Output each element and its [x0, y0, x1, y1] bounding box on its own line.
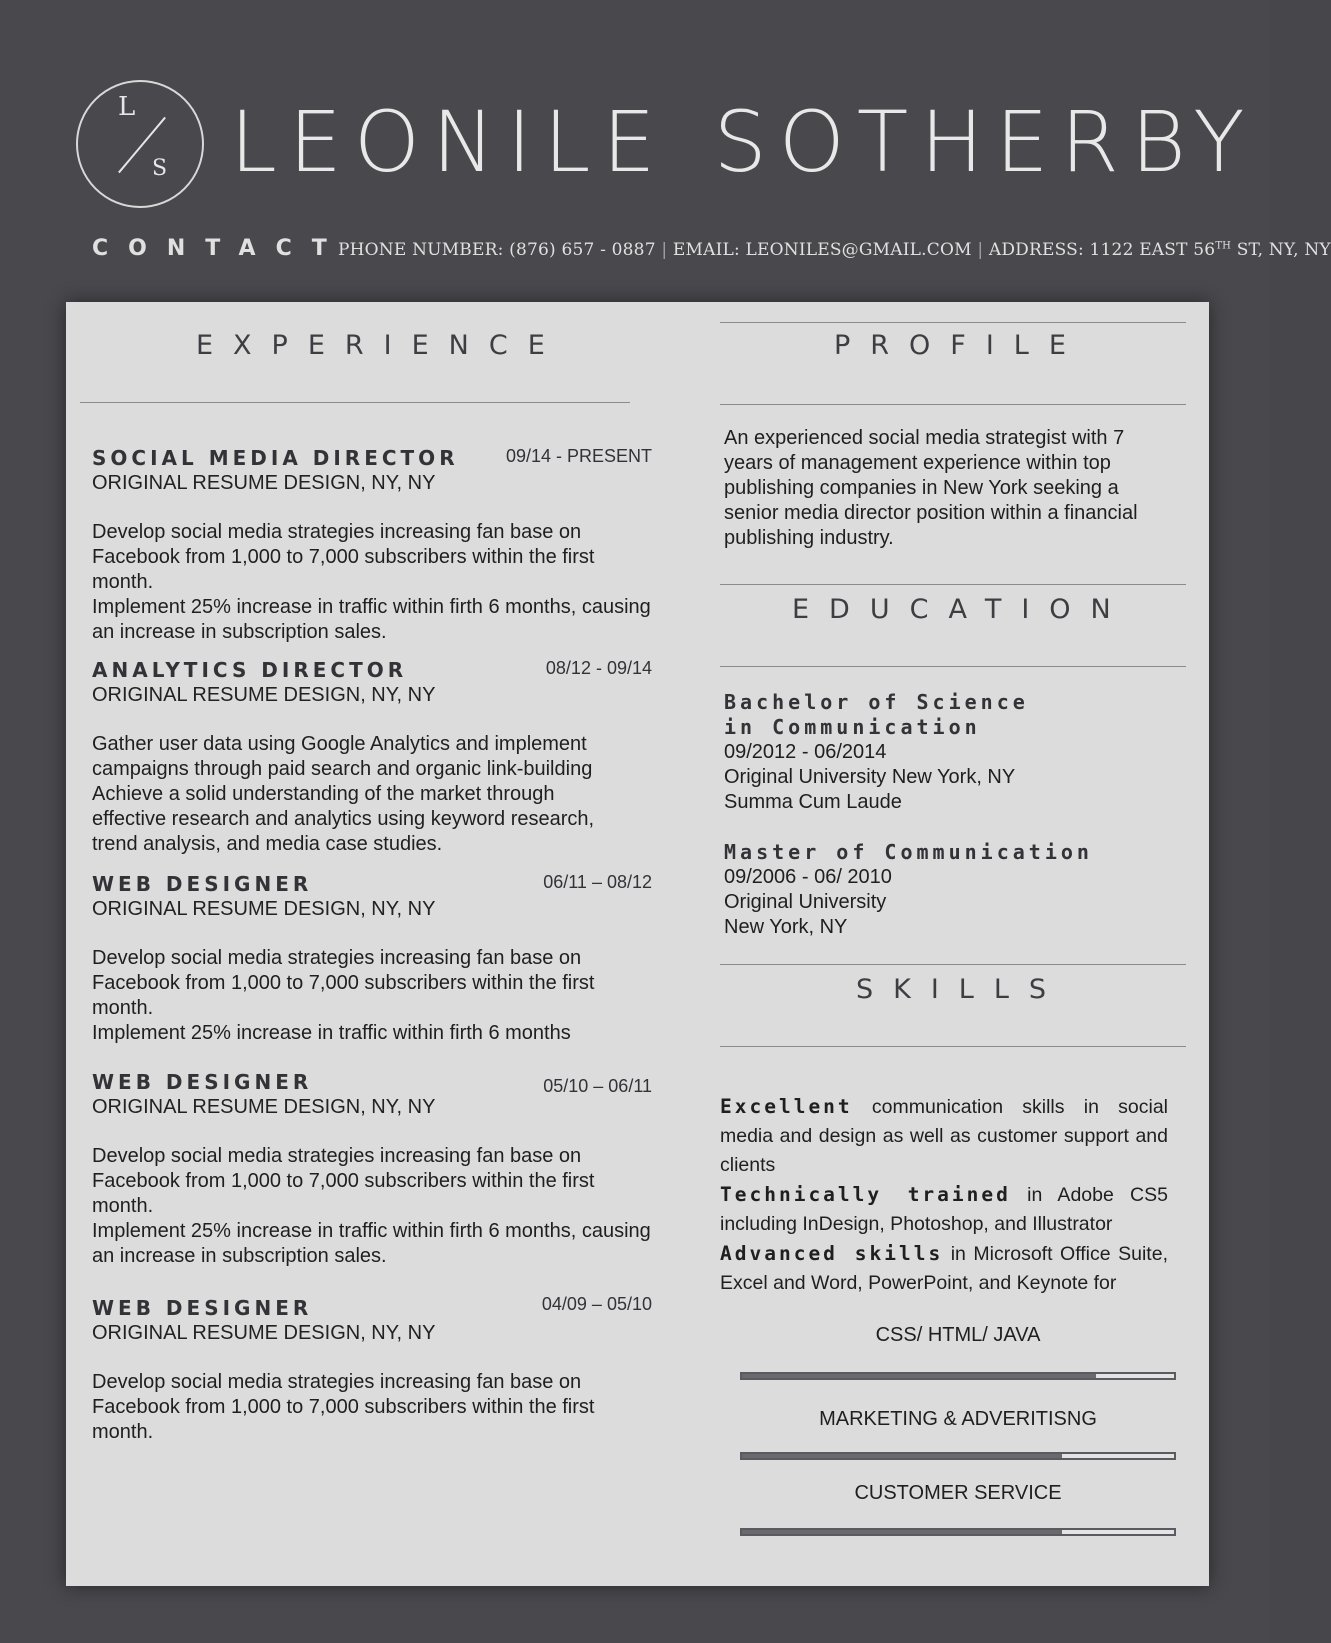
contact-label: CONTACT — [92, 236, 347, 261]
job-company: ORIGINAL RESUME DESIGN, NY, NY — [92, 1096, 436, 1118]
degree-title: Master of Communication — [724, 840, 1093, 864]
contact-address-end: ST, NY, NY — [1231, 240, 1331, 260]
contact-email: EMAIL: LEONILES@GMAIL.COM — [672, 240, 972, 260]
profile-top-divider — [720, 322, 1186, 323]
skill-bar-fill — [742, 1374, 1096, 1378]
skill-bar-fill — [742, 1454, 1062, 1458]
education-top-divider — [720, 584, 1186, 585]
monogram-letter-bottom: S — [152, 156, 168, 181]
job-description: Develop social media strategies increasing fan base on Facebook from 1,000 to 7,000 subscribers within the first month. Implement 25% increase in traffic within firth 6 months, causing an increase in subscription sales. — [92, 1145, 651, 1267]
skill-text: in Microsoft Office Suite, Excel and Word, PowerPoint, and Keynote for — [720, 1243, 1168, 1294]
job-entry — [92, 446, 652, 645]
job-description: Gather user data using Google Analytics and implement campaigns through paid search and organic link-building Achieve a solid understanding of the market through effective research and analytics using keyword research, trend analysis, and media case studies. — [92, 733, 595, 855]
job-date: 04/09 – 05/10 — [541, 1294, 652, 1314]
job-entry — [92, 872, 652, 1046]
skill-text: communication skills in social media and design as well as customer support and clients — [720, 1096, 1168, 1176]
education-heading: EDUCATION — [792, 594, 1131, 625]
first-name: LEONILE — [230, 93, 668, 191]
education-school: Original University — [724, 891, 887, 913]
job-title: ANALYTICS DIRECTOR — [92, 658, 408, 682]
education-dates: 09/2012 - 06/2014 — [724, 741, 887, 763]
profile-heading: PROFILE — [834, 330, 1086, 361]
skill-keyword: Technically trained — [720, 1183, 1011, 1206]
skill-bar-label: MARKETING & ADVERITISNG — [819, 1408, 1097, 1430]
skill-keyword: Advanced skills — [720, 1242, 944, 1265]
skills-heading: SKILLS — [856, 974, 1067, 1005]
education-location: New York, NY — [724, 916, 848, 938]
contact-phone: PHONE NUMBER: (876) 657 - 0887 — [338, 240, 656, 260]
job-date: 08/12 - 09/14 — [545, 658, 652, 678]
contact-address-suffix: TH — [1215, 240, 1232, 252]
job-title: SOCIAL MEDIA DIRECTOR — [92, 446, 459, 470]
skill-bar-fill — [742, 1530, 1062, 1534]
job-title: WEB DESIGNER — [92, 1070, 313, 1094]
skills-divider — [720, 1046, 1186, 1047]
job-description: Develop social media strategies increasing fan base on Facebook from 1,000 to 7,000 subscribers within the first month. Implement 25% increase in traffic within firth 6 months, causing an increase in subscription sales. — [92, 521, 651, 643]
skill-bar-track — [740, 1528, 1176, 1536]
resume-body — [66, 302, 1209, 1586]
experience-heading: EXPERIENCE — [196, 330, 565, 361]
job-date: 06/11 – 08/12 — [543, 872, 652, 892]
education-dates: 09/2006 - 06/ 2010 — [724, 866, 892, 888]
job-title: WEB DESIGNER — [92, 872, 313, 896]
skill-bar-track — [740, 1372, 1176, 1380]
profile-divider — [720, 404, 1186, 405]
job-date: 09/14 - PRESENT — [505, 446, 652, 466]
job-company: ORIGINAL RESUME DESIGN, NY, NY — [92, 1322, 436, 1344]
contact-info — [338, 240, 1331, 260]
job-entry — [92, 658, 652, 857]
job-entry — [92, 1296, 652, 1445]
job-company: ORIGINAL RESUME DESIGN, NY, NY — [92, 898, 436, 920]
education-divider — [720, 666, 1186, 667]
last-name: SOTHERBY — [713, 93, 1257, 191]
job-company: ORIGINAL RESUME DESIGN, NY, NY — [92, 684, 436, 706]
education-school: Original University New York, NY — [724, 766, 1016, 788]
job-description: Develop social media strategies increasing fan base on Facebook from 1,000 to 7,000 subscribers within the first month. — [92, 1371, 595, 1443]
candidate-name — [230, 93, 1257, 191]
education-entry — [724, 690, 1044, 815]
skill-bar-track — [740, 1452, 1176, 1460]
skill-text: in Adobe CS5 including InDesign, Photoshop, and Illustrator — [720, 1184, 1168, 1235]
education-entry — [724, 840, 1164, 940]
contact-divider: | — [661, 240, 673, 260]
contact-divider: | — [977, 240, 989, 260]
experience-divider — [80, 402, 630, 403]
monogram-letter-top: L — [118, 92, 136, 122]
monogram-logo — [76, 80, 204, 208]
skills-top-divider — [720, 964, 1186, 965]
job-date: 05/10 – 06/11 — [543, 1076, 652, 1096]
job-entry — [92, 1070, 652, 1269]
skill-item — [720, 1092, 1168, 1180]
skills-summary — [720, 1092, 1168, 1298]
skill-item — [720, 1180, 1168, 1239]
profile-summary: An experienced social media strategist with 7 years of management experience within top publishing companies in New York seeking a senior media director position within a financial publishing industry. — [724, 427, 1138, 549]
contact-address: ADDRESS: 1122 EAST 56 — [988, 240, 1216, 260]
skill-bar-label: CUSTOMER SERVICE — [854, 1482, 1062, 1504]
job-description: Develop social media strategies increasing fan base on Facebook from 1,000 to 7,000 subscribers within the first month. Implement 25% increase in traffic within firth 6 months — [92, 947, 595, 1044]
skill-keyword: Excellent — [720, 1095, 853, 1118]
job-company: ORIGINAL RESUME DESIGN, NY, NY — [92, 472, 436, 494]
degree-title: Bachelor of Science in Communication — [724, 690, 1029, 739]
skill-item — [720, 1239, 1168, 1298]
job-title: WEB DESIGNER — [92, 1296, 313, 1320]
skill-bar-label: CSS/ HTML/ JAVA — [875, 1324, 1041, 1346]
education-honors: Summa Cum Laude — [724, 791, 902, 813]
